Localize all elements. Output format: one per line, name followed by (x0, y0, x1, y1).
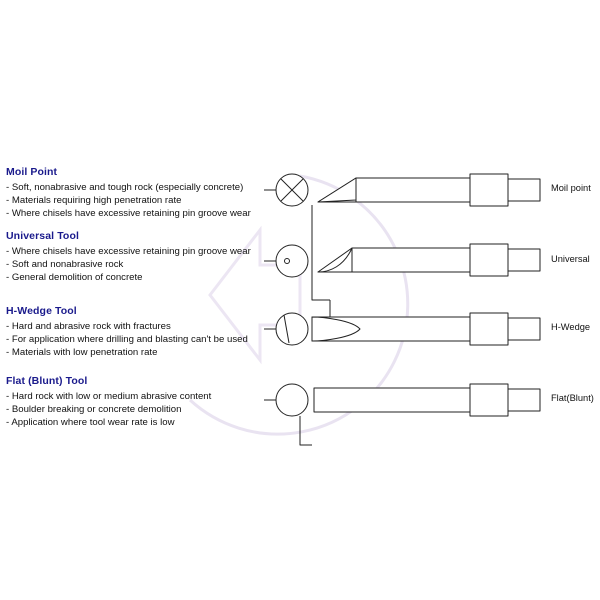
block-line: - Materials with low penetration rate (6, 347, 158, 359)
block-title: H-Wedge Tool (6, 305, 77, 317)
block-line: - Boulder breaking or concrete demolition (6, 404, 182, 416)
block-line: - General demolition of concrete (6, 272, 143, 284)
block-line: - For application where drilling and blasting can't be used (6, 334, 248, 346)
tool-h-wedge (276, 313, 540, 345)
tool-label-moil-point: Moil point (551, 183, 591, 193)
tool-label-h-wedge: H-Wedge (551, 322, 591, 332)
tool-moil-point (276, 174, 540, 206)
tool-universal (276, 244, 540, 277)
block-line: - Application where tool wear rate is low (6, 417, 175, 429)
tool-flat-blunt (276, 384, 540, 416)
block-line: - Hard and abrasive rock with fractures (6, 321, 171, 332)
tool-label-universal: Universal (551, 254, 590, 264)
block-line: - Materials requiring high penetration rate (6, 195, 182, 207)
block-title: Universal Tool (6, 230, 79, 242)
block-line: - Soft and nonabrasive rock (6, 259, 124, 271)
block-line: - Hard rock with low or medium abrasive content (6, 391, 212, 402)
block-title: Flat (Blunt) Tool (6, 375, 88, 387)
block-title: Moil Point (6, 166, 58, 178)
block-line: - Where chisels have excessive retaining pin groove wear (6, 246, 251, 257)
tool-label-flat-blunt: Flat(Blunt) (551, 393, 594, 403)
block-line: - Soft, nonabrasive and tough rock (especially concrete) (6, 182, 244, 193)
block-line: - Where chisels have excessive retaining pin groove wear (6, 208, 251, 220)
